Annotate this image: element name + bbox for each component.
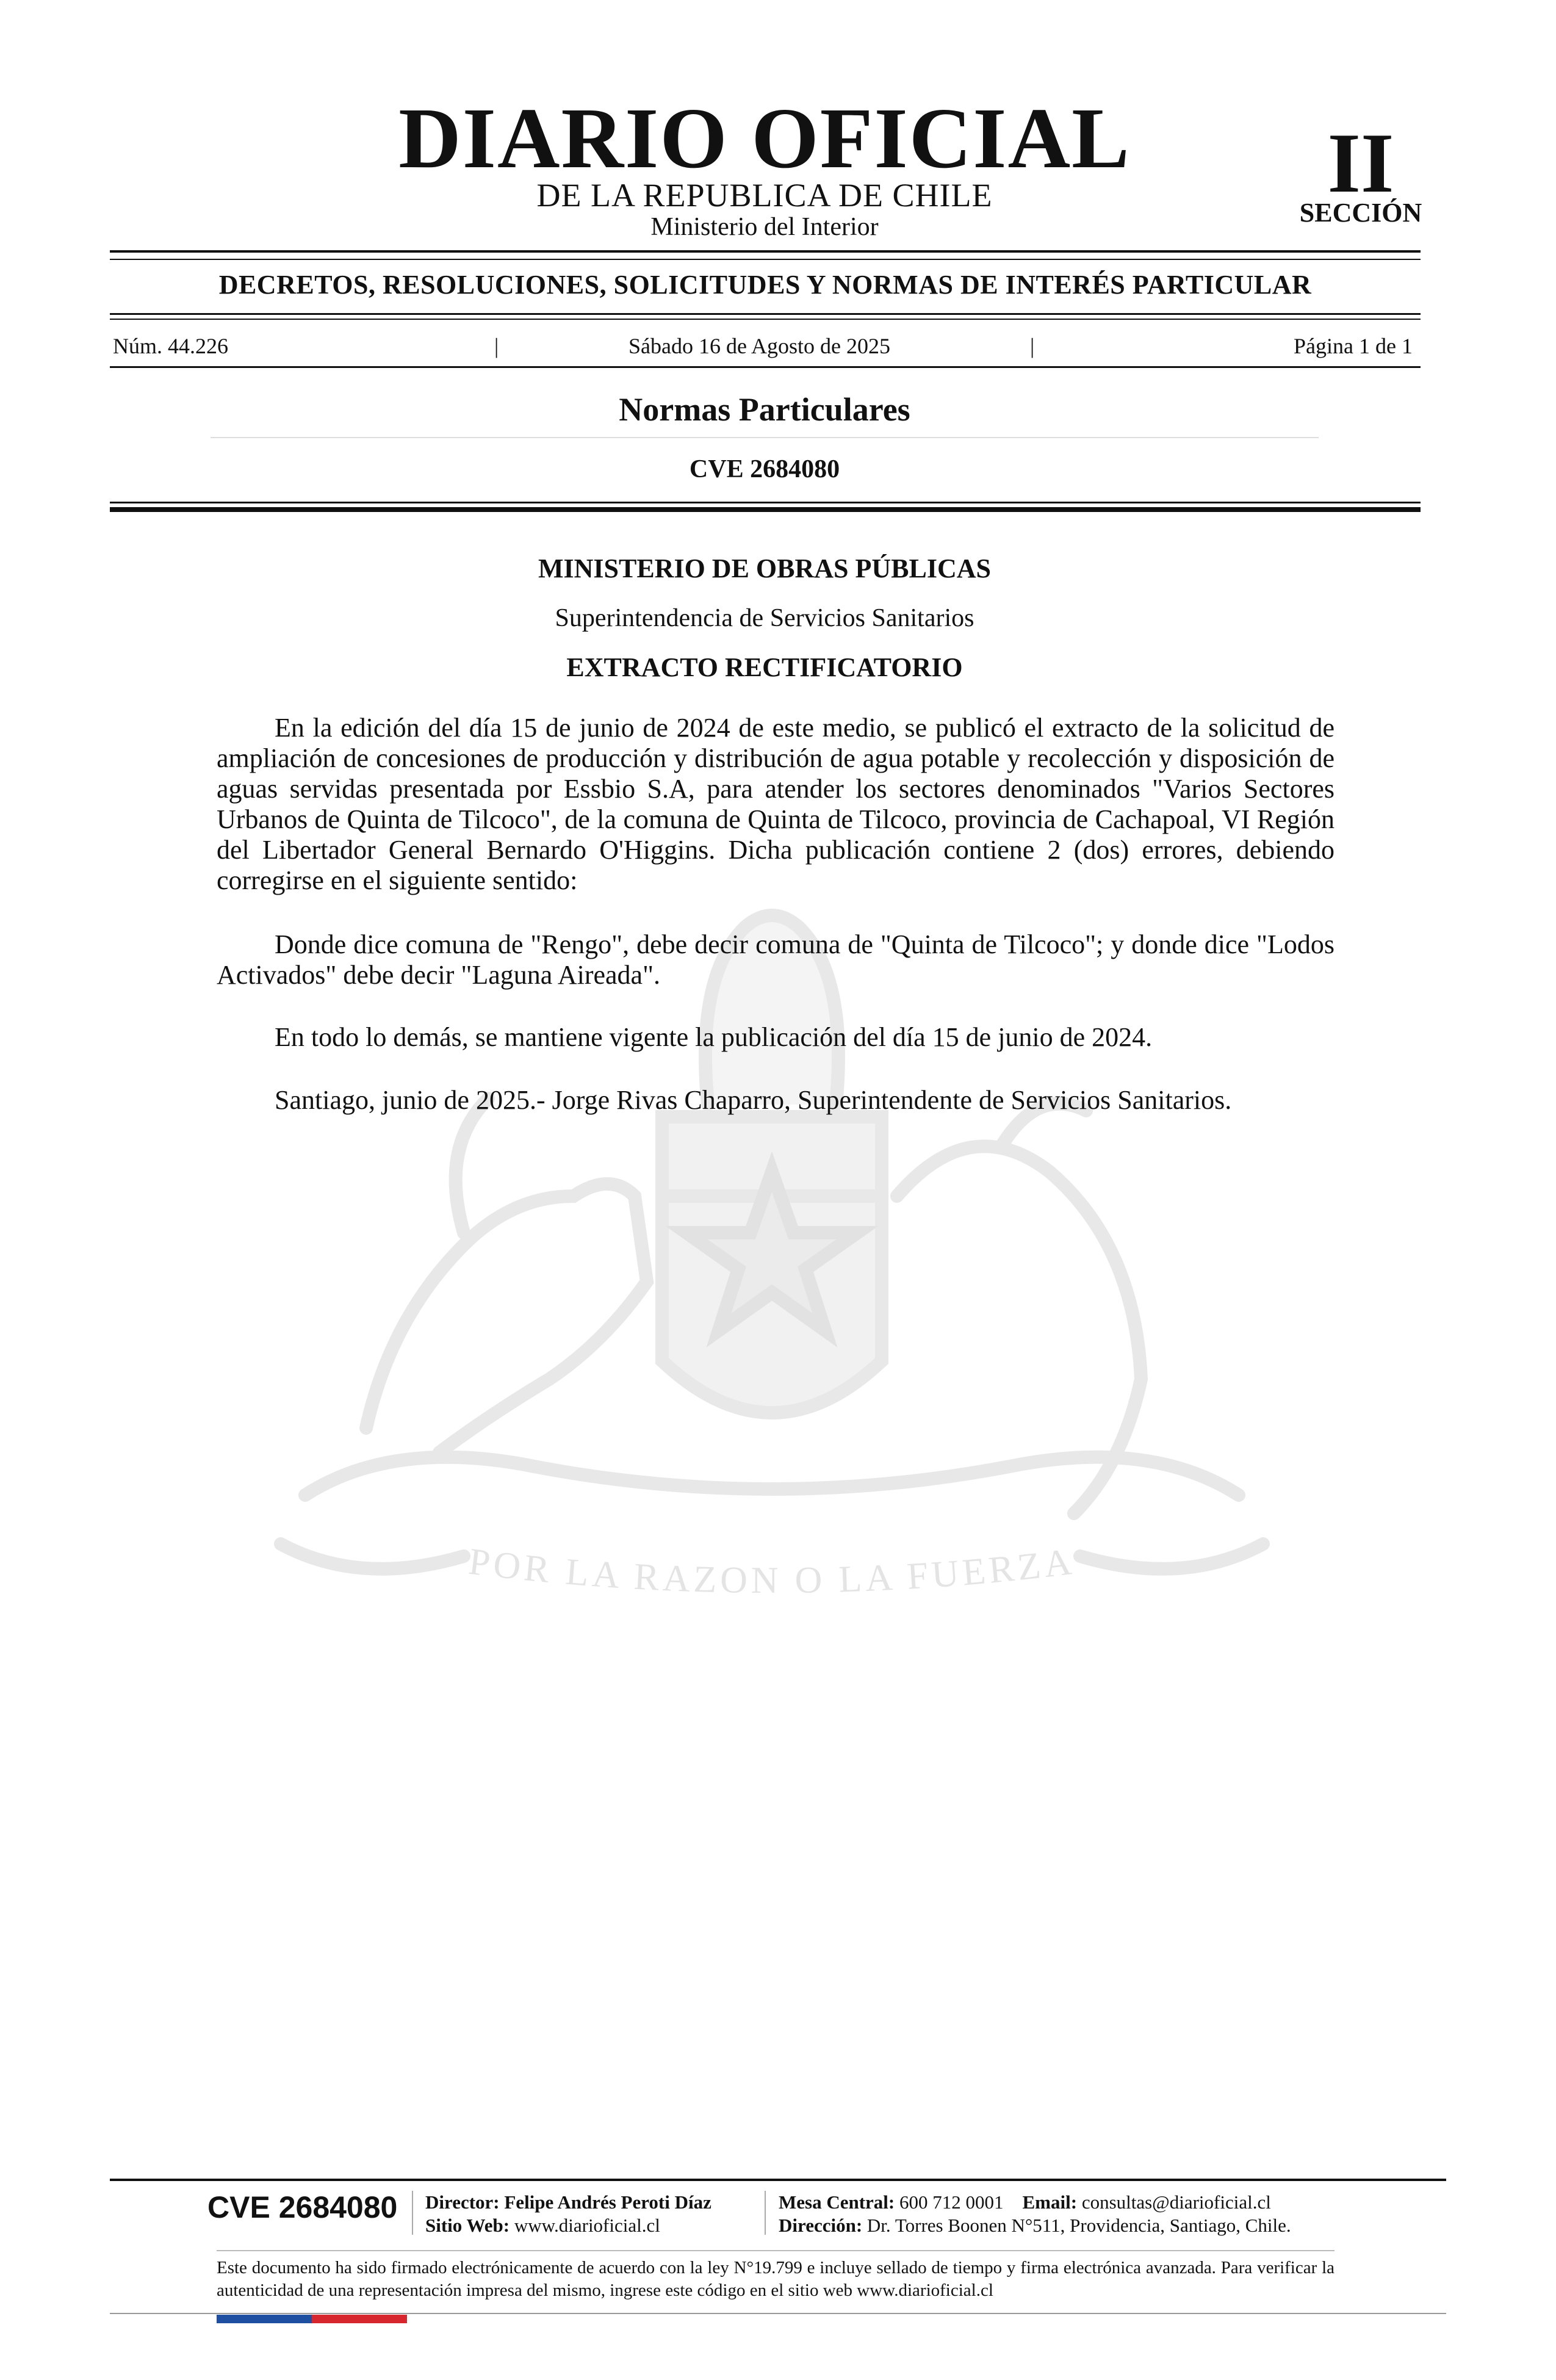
- meta-separator: |: [1030, 334, 1035, 358]
- footer-divider: [217, 2250, 1334, 2251]
- header-rule-bottom: [110, 507, 1421, 512]
- address-label: Dirección:: [779, 2215, 863, 2236]
- issuing-ministry: MINISTERIO DE OBRAS PÚBLICAS: [538, 554, 992, 583]
- flag-stripe-red: [312, 2315, 407, 2323]
- signature-line: Santiago, junio de 2025.- Jorge Rivas Chaparro, Superintendente de Servicios Sanitarios.: [275, 1085, 1232, 1115]
- director-label: Director:: [425, 2191, 500, 2213]
- body-paragraph: En la edición del día 15 de junio de 2024 de este medio, se publicó el extracto de la solicitud de ampliación de concesiones de producción y distribución de agua potable y recolección y disposición de aguas servidas presentada por Essbio S.A, para atender los sectores denominados "Varios Sectores Urbanos de Quinta de Tilcoco", de la comuna de Quinta de Tilcoco, provincia de Cachapoal, VI Región del Libertador General Bernardo O'Higgins. Dicha publicación contiene 2 (dos) errores, debiendo corregirse en el siguiente sentido:: [217, 713, 1334, 895]
- watermark-motto: POR LA RAZON O LA FUERZA: [466, 1540, 1078, 1602]
- body-paragraph: En todo lo demás, se mantiene vigente la publicación del día 15 de junio de 2024.: [275, 1022, 1153, 1052]
- footer-divider: [765, 2191, 766, 2235]
- address-value: Dr. Torres Boonen N°511, Providencia, Santiago, Chile.: [866, 2215, 1291, 2236]
- category-banner: DECRETOS, RESOLUCIONES, SOLICITUDES Y NORMAS DE INTERÉS PARTICULAR: [218, 270, 1312, 300]
- section-title: Normas Particulares: [619, 391, 910, 428]
- newspaper-ministry: Ministerio del Interior: [650, 213, 879, 241]
- section-label: SECCIÓN: [1299, 198, 1422, 228]
- footer-rule: [110, 2313, 1446, 2314]
- issue-date: Sábado 16 de Agosto de 2025: [629, 334, 890, 358]
- masthead-rule-top-thin: [110, 259, 1421, 260]
- svg-text:POR LA RAZON O LA FUERZA: [467, 1541, 1078, 1601]
- banner-rule-thin: [110, 319, 1421, 320]
- section-divider: [211, 437, 1319, 438]
- page-indicator: Página 1 de 1: [1294, 334, 1413, 358]
- meta-separator: |: [494, 334, 499, 358]
- website-label: Sitio Web:: [425, 2215, 510, 2236]
- flag-stripe-blue: [217, 2315, 312, 2323]
- cve-code: CVE 2684080: [689, 455, 840, 483]
- document-heading: EXTRACTO RECTIFICATORIO: [566, 652, 963, 682]
- body-paragraph: Donde dice comuna de "Rengo", debe decir comuna de "Quinta de Tilcoco"; y donde dice "Lodos Activados" debe decir "Laguna Aireada".: [217, 929, 1334, 990]
- newspaper-title: DIARIO OFICIAL: [398, 90, 1131, 186]
- newspaper-subtitle: DE LA REPUBLICA DE CHILE: [536, 177, 993, 214]
- footer-director-block: [425, 2191, 711, 2237]
- issue-number: Núm. 44.226: [113, 334, 228, 358]
- email-label: Email:: [1022, 2191, 1078, 2213]
- website-link[interactable]: www.diarioficial.cl: [514, 2215, 660, 2236]
- footer-divider: [412, 2191, 413, 2235]
- phone-number: 600 712 0001: [899, 2191, 1004, 2213]
- phone-label: Mesa Central:: [779, 2191, 895, 2213]
- email-link[interactable]: consultas@diarioficial.cl: [1081, 2191, 1271, 2213]
- masthead-rule-top: [110, 250, 1421, 253]
- footer-cve-code: CVE 2684080: [207, 2190, 398, 2224]
- footer-legal-notice: Este documento ha sido firmado electrónicamente de acuerdo con la ley N°19.799 e incluye sellado de tiempo y firma electrónica avanzada. Para verificar la autenticidad de una representación impresa del mismo, ingrese este código en el sitio web www.diarioficial.cl: [217, 2258, 1334, 2300]
- banner-rule: [110, 313, 1421, 315]
- footer-contact-block: [779, 2191, 1291, 2237]
- header-rule-bottom-thin: [110, 502, 1421, 503]
- meta-rule: [110, 366, 1421, 368]
- footer-rule: [110, 2179, 1446, 2181]
- director-name: Felipe Andrés Peroti Díaz: [504, 2191, 711, 2213]
- issuing-agency: Superintendencia de Servicios Sanitarios: [555, 604, 974, 632]
- section-number: II: [1327, 116, 1394, 211]
